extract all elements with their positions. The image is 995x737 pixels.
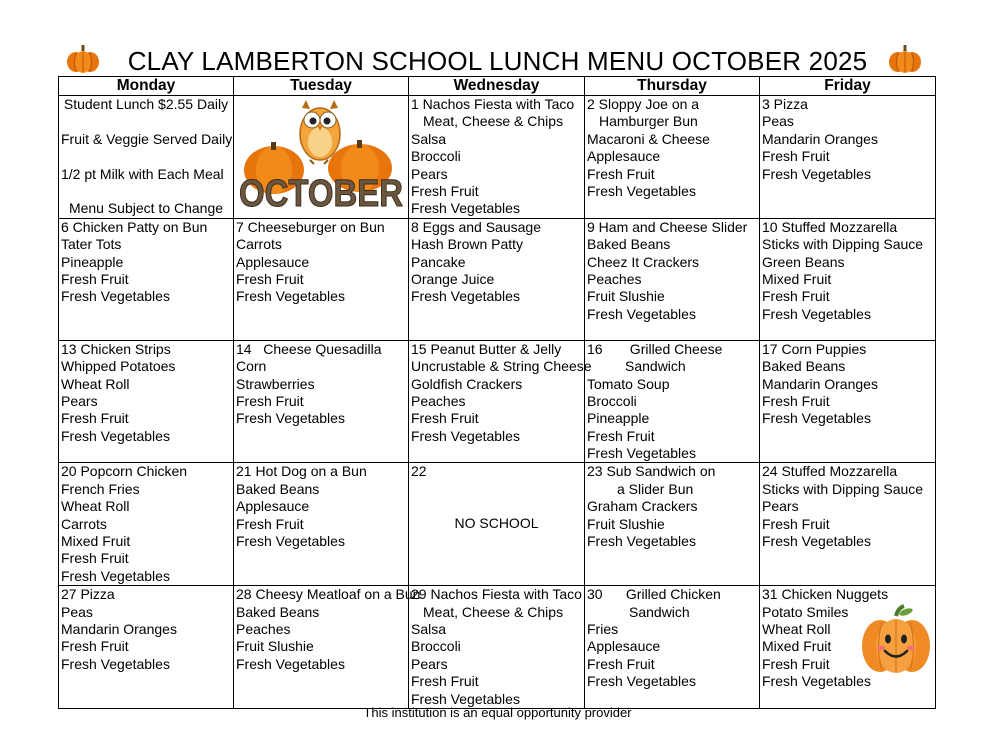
menu-line: 30 Grilled Chicken [587,586,721,603]
menu-line: Fresh Fruit [61,270,129,287]
week-row [59,96,936,219]
day-number: 22 [411,463,427,480]
menu-line: Peas [61,603,93,620]
menu-line: Fresh Vegetables [236,288,345,305]
menu-line: 1 Nachos Fiesta with Taco [411,96,575,112]
menu-day-14 [234,340,409,463]
menu-day-6 [59,218,234,340]
menu-line: Fresh Vegetables [411,288,520,305]
owl-on-pumpkins-illustration [236,98,406,216]
menu-line: Mixed Fruit [61,533,131,550]
no-school-note: NO SCHOOL [454,515,539,532]
day-header-wednesday: Wednesday [409,77,585,96]
menu-line: Sandwich [629,603,690,620]
menu-line: Pears [61,392,98,409]
menu-day-7 [234,218,409,340]
menu-line: Peaches [411,392,466,409]
menu-line: 21 Hot Dog on a Bun [236,463,367,480]
week-row [59,340,936,463]
menu-line: Fresh Fruit [587,165,655,182]
menu-line: 29 Nachos Fiesta with Taco [411,586,582,603]
menu-line: Fresh Vegetables [587,182,696,199]
menu-line: Pineapple [587,410,650,427]
menu-line: Fries [587,620,619,637]
menu-line: Fruit Slushie [587,515,665,532]
menu-line: 9 Ham and Cheese Slider [587,218,748,235]
menu-line: 20 Popcorn Chicken [61,463,188,480]
day-header-tuesday: Tuesday [234,77,409,96]
menu-line: Mandarin Oranges [762,375,878,392]
menu-line: Fresh Fruit [236,515,304,532]
day-header-thursday: Thursday [585,77,760,96]
menu-line: Hash Brown Patty [411,236,524,253]
menu-line: Fresh Fruit [587,427,655,444]
page-title: CLAY LAMBERTON SCHOOL LUNCH MENU OCTOBER 2025 [127,46,868,76]
menu-line: Uncrustable & String Cheese [411,358,592,375]
menu-line: Baked Beans [236,603,320,620]
menu-line: Fresh Fruit [762,392,830,409]
subject-to-change-note: Menu Subject to Change [68,200,224,217]
menu-line: 7 Cheeseburger on Bun [236,218,385,235]
menu-day-20 [59,463,234,586]
menu-line: Fresh Vegetables [762,533,871,550]
menu-line: Fresh Vegetables [587,305,696,322]
info-cell [59,96,234,219]
menu-line: Fresh Fruit [762,288,830,305]
equal-opportunity-footer: This institution is an equal opportunity provider [363,705,632,720]
menu-line: Goldfish Crackers [411,375,523,392]
menu-line: Broccoli [411,148,461,165]
pumpkin-icon [888,44,922,74]
menu-line: Fresh Vegetables [236,655,345,672]
menu-line: a Slider Bun [617,480,694,497]
menu-line: 8 Eggs and Sausage [411,218,541,235]
menu-line: Meat, Cheese & Chips [423,113,564,130]
menu-line: Peas [762,113,794,130]
menu-line: Fresh Fruit [61,638,129,655]
menu-line: Tomato Soup [587,375,670,392]
menu-line: Fresh Vegetables [762,165,871,182]
menu-line: Pears [411,165,448,182]
menu-line: Fresh Fruit [61,410,129,427]
menu-line: Fresh Fruit [762,655,830,672]
menu-line: Mandarin Oranges [762,130,878,147]
day-header-monday: Monday [59,77,234,96]
menu-day-22 [409,463,585,586]
menu-line: Fresh Vegetables [587,673,696,690]
menu-line: Fresh Vegetables [762,673,871,690]
menu-line: Orange Juice [411,270,495,287]
menu-line: 23 Sub Sandwich on [587,463,716,480]
menu-line: Fresh Vegetables [236,410,345,427]
menu-line: 16 Grilled Cheese [587,340,723,357]
menu-line: 24 Stuffed Mozzarella [762,463,898,480]
menu-line: Pineapple [61,253,124,270]
milk-note: 1/2 pt Milk with Each Meal [61,165,224,182]
menu-line: Fresh Fruit [587,655,655,672]
title-row [0,44,995,78]
menu-line: Mixed Fruit [762,638,832,655]
menu-day-3 [760,96,936,219]
menu-day-24 [760,463,936,586]
menu-line: Green Beans [762,253,845,270]
menu-line: Applesauce [587,638,661,655]
menu-line: Fresh Vegetables [61,288,170,305]
fruit-veggie-note: Fruit & Veggie Served Daily [61,130,233,147]
menu-day-17 [760,340,936,463]
menu-day-27 [59,586,234,709]
menu-line: Peaches [236,620,291,637]
menu-line: Fresh Vegetables [411,690,520,707]
menu-day-23 [585,463,760,586]
menu-day-15 [409,340,592,463]
menu-line: Carrots [236,236,282,253]
menu-line: Fresh Vegetables [61,427,170,444]
menu-line: Sandwich [625,358,686,375]
menu-line: 14 Cheese Quesadilla [236,340,382,357]
menu-line: Pears [411,655,448,672]
menu-line: Mixed Fruit [762,270,832,287]
menu-line: Pears [762,498,799,515]
menu-line: Baked Beans [762,358,846,375]
october-art-cell [234,96,409,219]
menu-line: Macaroni & Cheese [587,130,710,147]
menu-line: Broccoli [411,638,461,655]
menu-line: Fresh Fruit [236,270,304,287]
menu-line: Fresh Vegetables [762,305,871,322]
menu-line: 2 Sloppy Joe on a [587,96,700,112]
menu-line: Corn [236,358,267,375]
menu-line: 10 Stuffed Mozzarella [762,218,898,235]
menu-line: Fresh Vegetables [236,533,345,550]
price-note: Student Lunch $2.55 Daily [63,96,229,112]
menu-line: Fresh Fruit [762,515,830,532]
week-row [59,586,936,709]
menu-line: Sticks with Dipping Sauce [762,236,924,253]
menu-line: Potato Smiles [762,603,849,620]
menu-line: Baked Beans [587,236,671,253]
menu-line: Fresh Vegetables [587,533,696,550]
menu-line: Fresh Vegetables [587,445,696,462]
menu-day-8 [409,218,585,340]
menu-line: Fresh Fruit [762,148,830,165]
menu-day-21 [234,463,409,586]
menu-line: Fresh Fruit [61,550,129,567]
menu-day-9 [585,218,760,340]
menu-line: 31 Chicken Nuggets [762,586,889,603]
menu-line: Mandarin Oranges [61,620,177,637]
menu-day-31 [760,586,936,709]
october-word: OCTOBER [239,173,403,215]
menu-line: 28 Cheesy Meatloaf on a Bun [236,586,421,603]
menu-day-10 [760,218,936,340]
menu-line: Applesauce [236,498,310,515]
week-row [59,463,936,586]
menu-line: Broccoli [587,392,637,409]
day-header-friday: Friday [760,77,936,96]
menu-line: 17 Corn Puppies [762,340,867,357]
menu-line: Applesauce [236,253,310,270]
menu-line: 3 Pizza [762,96,808,112]
menu-line: Cheez It Crackers [587,253,700,270]
menu-line: Fresh Fruit [236,392,304,409]
menu-line: Salsa [411,620,447,637]
menu-day-16 [585,340,760,463]
menu-line: Carrots [61,515,107,532]
menu-line: Fresh Fruit [411,182,479,199]
menu-line: Wheat Roll [61,375,130,392]
menu-line: Meat, Cheese & Chips [423,603,564,620]
menu-line: Fresh Vegetables [762,410,871,427]
weekday-header-row [59,77,936,96]
menu-line: Fruit Slushie [587,288,665,305]
menu-line: Pancake [411,253,466,270]
menu-line: Wheat Roll [762,620,831,637]
menu-line: Whipped Potatoes [61,358,176,375]
menu-line: Applesauce [587,148,661,165]
menu-line: 6 Chicken Patty on Bun [61,218,208,235]
menu-day-1 [409,96,585,219]
lunch-menu-table [58,76,936,709]
menu-line: Tater Tots [61,236,122,253]
menu-line: Fresh Vegetables [411,200,520,217]
menu-line: Hamburger Bun [599,113,698,130]
menu-line: Fresh Fruit [411,673,479,690]
menu-line: 13 Chicken Strips [61,340,171,357]
menu-line: Fresh Vegetables [411,427,520,444]
menu-line: French Fries [61,480,140,497]
smiling-pumpkin-icon [860,606,932,674]
menu-line: Fresh Vegetables [61,567,170,584]
menu-line: 27 Pizza [61,586,115,603]
menu-line: Fruit Slushie [236,638,314,655]
menu-line: Fresh Fruit [411,410,479,427]
menu-line: Graham Crackers [587,498,698,515]
menu-line: Peaches [587,270,642,287]
menu-day-2 [585,96,760,219]
menu-day-29 [409,586,585,709]
menu-line: Sticks with Dipping Sauce [762,480,924,497]
menu-line: Wheat Roll [61,498,130,515]
menu-line: Fresh Vegetables [61,655,170,672]
menu-day-30 [585,586,760,709]
menu-line: Baked Beans [236,480,320,497]
menu-day-28 [234,586,421,709]
menu-day-13 [59,340,234,463]
menu-line: Strawberries [236,375,315,392]
menu-line: 15 Peanut Butter & Jelly [411,340,562,357]
menu-line: Salsa [411,130,447,147]
week-row [59,218,936,340]
